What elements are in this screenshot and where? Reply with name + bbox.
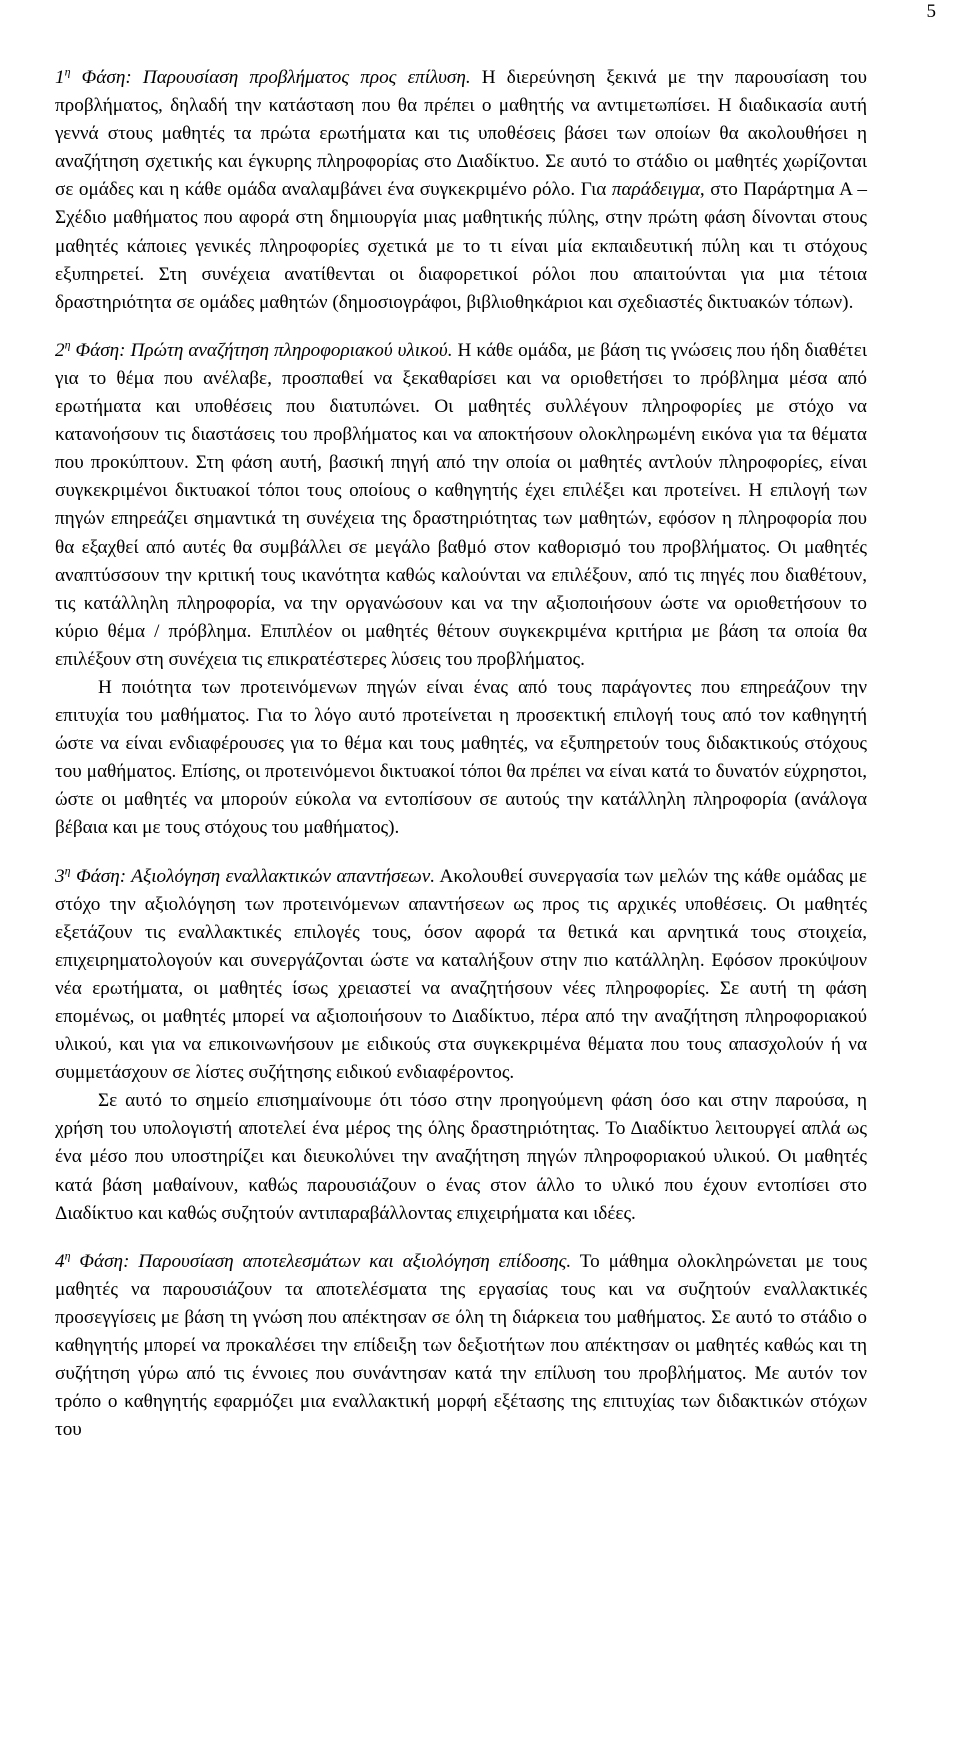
phase3-ordinal: η <box>64 863 71 878</box>
phase1-title: Φάση: Παρουσίαση προβλήματος προς επίλυση. <box>70 67 471 88</box>
phase1-number: 1 <box>55 67 65 88</box>
phase1-heading <box>55 64 471 88</box>
phase1-text-b: , στο Παράρτημα Α – Σχέδιο μαθήματος που αφορά στη δημιουργία μιας μαθητικής πύλης, στην πρώτη φάση δίνονται στους μαθητές κάποιες γενικές πληροφορίες σχετικά με το τι είναι μία εκπαιδευτική πύλη και τι στόχους εξυπηρετεί. Στη συνέχεια ανατίθενται οι διαφορετικοί ρόλοι που απαιτούνται για μια τέτοια δραστηριότητα σε ομάδες μαθητών (δημοσιογράφοι, βιβλιοθηκάριοι και σχεδιαστές δικτυακών τόπων). <box>55 179 867 313</box>
phase3-heading <box>55 863 436 887</box>
phase4-paragraph <box>55 1248 867 1445</box>
phase2-number: 2 <box>55 339 65 361</box>
phase2-paragraph-2: Η ποιότητα των προτεινόμενων πηγών είναι ένας από τους παράγοντες που επηρεάζουν την επιτυχία του μαθήματος. Για το λόγο αυτό προτείνεται η προσεκτική επιλογή τους από τον καθηγητή ώστε να είναι ενδιαφέρουσες για το θέμα και τους μαθητές, να εξυπηρετούν τους διδακτικούς στόχους του μαθήματος. Επίσης, οι προτεινόμενοι δικτυακοί τόποι θα πρέπει να είναι κατά το δυνατόν εύχρηστοι, ώστε οι μαθητές να μπορούν εύκολα να εντοπίσουν σε αυτούς την κατάλληλη πληροφορία (ανάλογα βέβαια και με τους στόχους του μαθήματος). <box>55 676 867 839</box>
phase2-heading <box>55 337 453 361</box>
phase4-title: Φάση: Παρουσίαση αποτελεσμάτων και αξιολόγηση επίδοσης. <box>70 1250 572 1272</box>
phase3-title: Φάση: Αξιολόγηση εναλλακτικών απαντήσεων. <box>70 865 436 887</box>
phase3-number: 3 <box>55 865 65 887</box>
phase1-emphasis: παράδειγμα <box>611 179 700 201</box>
phase3-paragraph-2: Σε αυτό το σημείο επισημαίνουμε ότι τόσο στην προηγούμενη φάση όσο και στην παρούσα, η χρήση του υπολογιστή αποτελεί ένα μέρος της όλης δραστηριότητας. Το Διαδίκτυο λειτουργεί απλά ως ένα μέσο που υποστηρίζει και διευκολύνει την αναζήτηση πηγών πληροφοριακού υλικού. Οι μαθητές κατά βάση μαθαίνουν, καθώς παρουσιάζουν ο ένας στον άλλο το υλικό που έχουν εντοπίσει στο Διαδίκτυο και καθώς συζητούν αντιπαραβάλλοντας επιχειρήματα και ιδέες. <box>55 1090 867 1224</box>
document-body <box>55 64 867 1444</box>
phase1-ordinal: η <box>64 64 71 79</box>
phase2-title: Φάση: Πρώτη αναζήτηση πληροφοριακού υλικού. <box>70 339 453 361</box>
phase3-paragraph <box>55 863 867 1088</box>
phase3-text: Ακολουθεί συνεργασία των μελών της κάθε ομάδας με στόχο την αξιολόγηση των προτεινόμενων απαντήσεων ως προς τις αρχικές υποθέσεις. Οι μαθητές εξετάζουν τις εναλλακτικές επιλογές τους, όσον αφορά τα θετικά και αρνητικά τους στοιχεία, επιχειρηματολογούν και συνεργάζονται ώστε να καταλήξουν στην πιο κατάλληλη. Εφόσον προκύψουν νέα ερωτήματα, οι μαθητές ίσως χρειαστεί να αναζητήσουν νέες πληροφορίες. Σε αυτή τη φάση επομένως, οι μαθητές μπορεί να αξιοποιήσουν το Διαδίκτυο, πέρα από την αναζήτηση πληροφοριακού υλικού, και για να επικοινωνήσουν με ειδικούς στα συγκεκριμένα θέματα που τους απασχολούν ή να συμμετάσχουν σε λίστες συζήτησης ειδικού ενδιαφέροντος. <box>55 865 867 1084</box>
phase4-text: Το μάθημα ολοκληρώνεται με τους μαθητές να παρουσιάζουν τα αποτελέσματα της εργασίας τους και να συζητούν εναλλακτικές προσεγγίσεις με βάση τη γνώση που απέκτησαν σε όλη τη διάρκεια του μαθήματος. Σε αυτό το στάδιο ο καθηγητής μπορεί να προκαλέσει την επίδειξη των δεξιοτήτων που απέκτησαν οι μαθητές καθώς και τη συζήτηση γύρω από τις έννοιες που συνάντησαν κατά την επίλυση του προβλήματος. Με αυτόν τον τρόπο ο καθηγητής εφαρμόζει μια εναλλακτική μορφή εξέτασης της επιτυχίας των διδακτικών στόχων του <box>55 1250 867 1441</box>
phase4-ordinal: η <box>64 1248 71 1263</box>
phase1-paragraph <box>55 64 867 317</box>
phase2-paragraph <box>55 337 867 674</box>
phase2-text: Η κάθε ομάδα, με βάση τις γνώσεις που ήδη διαθέτει για το θέμα που ανέλαβε, προσπαθεί να ξεκαθαρίσει και να οριοθετήσει το πρόβλημα μέσα από ερωτήματα και υποθέσεις που διατυπώνει. Οι μαθητές συλλέγουν πληροφορίες με στόχο να κατανοήσουν τις διαστάσεις του προβλήματος και να αποκτήσουν ολοκληρωμένη εικόνα για τα θέματα που προκύπτουν. Στη φάση αυτή, βασική πηγή από την οποία οι μαθητές αντλούν πληροφορίες, είναι συγκεκριμένοι δικτυακοί τόποι τους οποίους ο καθηγητής έχει επιλέξει και προτείνει. Η επιλογή των πηγών επηρεάζει σημαντικά τη συνέχεια της δραστηριότητας των μαθητών, εφόσον η πληροφορία που θα εξαχθεί από αυτές θα συμβάλλει σε μεγάλο βαθμό στον καθορισμό του προβλήματος. Οι μαθητές αναπτύσσουν την κριτική τους ικανότητα καθώς καλούνται να επιλέξουν, από τις πηγές που διαθέτουν, τις κατάλληλη πληροφορία, να την οργανώσουν και να την αξιοποιήσουν ώστε να οριοθετήσουν το κύριο θέμα / πρόβλημα. Επιπλέον οι μαθητές θέτουν συγκεκριμένα κριτήρια με βάση τα οποία θα επιλέξουν στη συνέχεια τις επικρατέστερες λύσεις του προβλήματος. <box>55 339 867 670</box>
phase4-number: 4 <box>55 1250 65 1272</box>
phase2-ordinal: η <box>64 337 71 352</box>
page-number: 5 <box>926 1 936 22</box>
phase1-text-a: Η διερεύνηση ξεκινά με την παρουσίαση του προβλήματος, δηλαδή την κατάσταση που θα πρέπει ο μαθητής να αντιμετωπίσει. Η διαδικασία αυτή γεννά στους μαθητές τα πρώτα ερωτήματα και τις υποθέσεις βάσει των οποίων θα ακολουθήσει η αναζήτηση σχετικής και έγκυρης πληροφορίας στο Διαδίκτυο. Σε αυτό το στάδιο οι μαθητές χωρίζονται σε ομάδες και η κάθε ομάδα αναλαμβάνει ένα συγκεκριμένο ρόλο. Για <box>55 67 867 201</box>
phase4-heading <box>55 1248 572 1272</box>
